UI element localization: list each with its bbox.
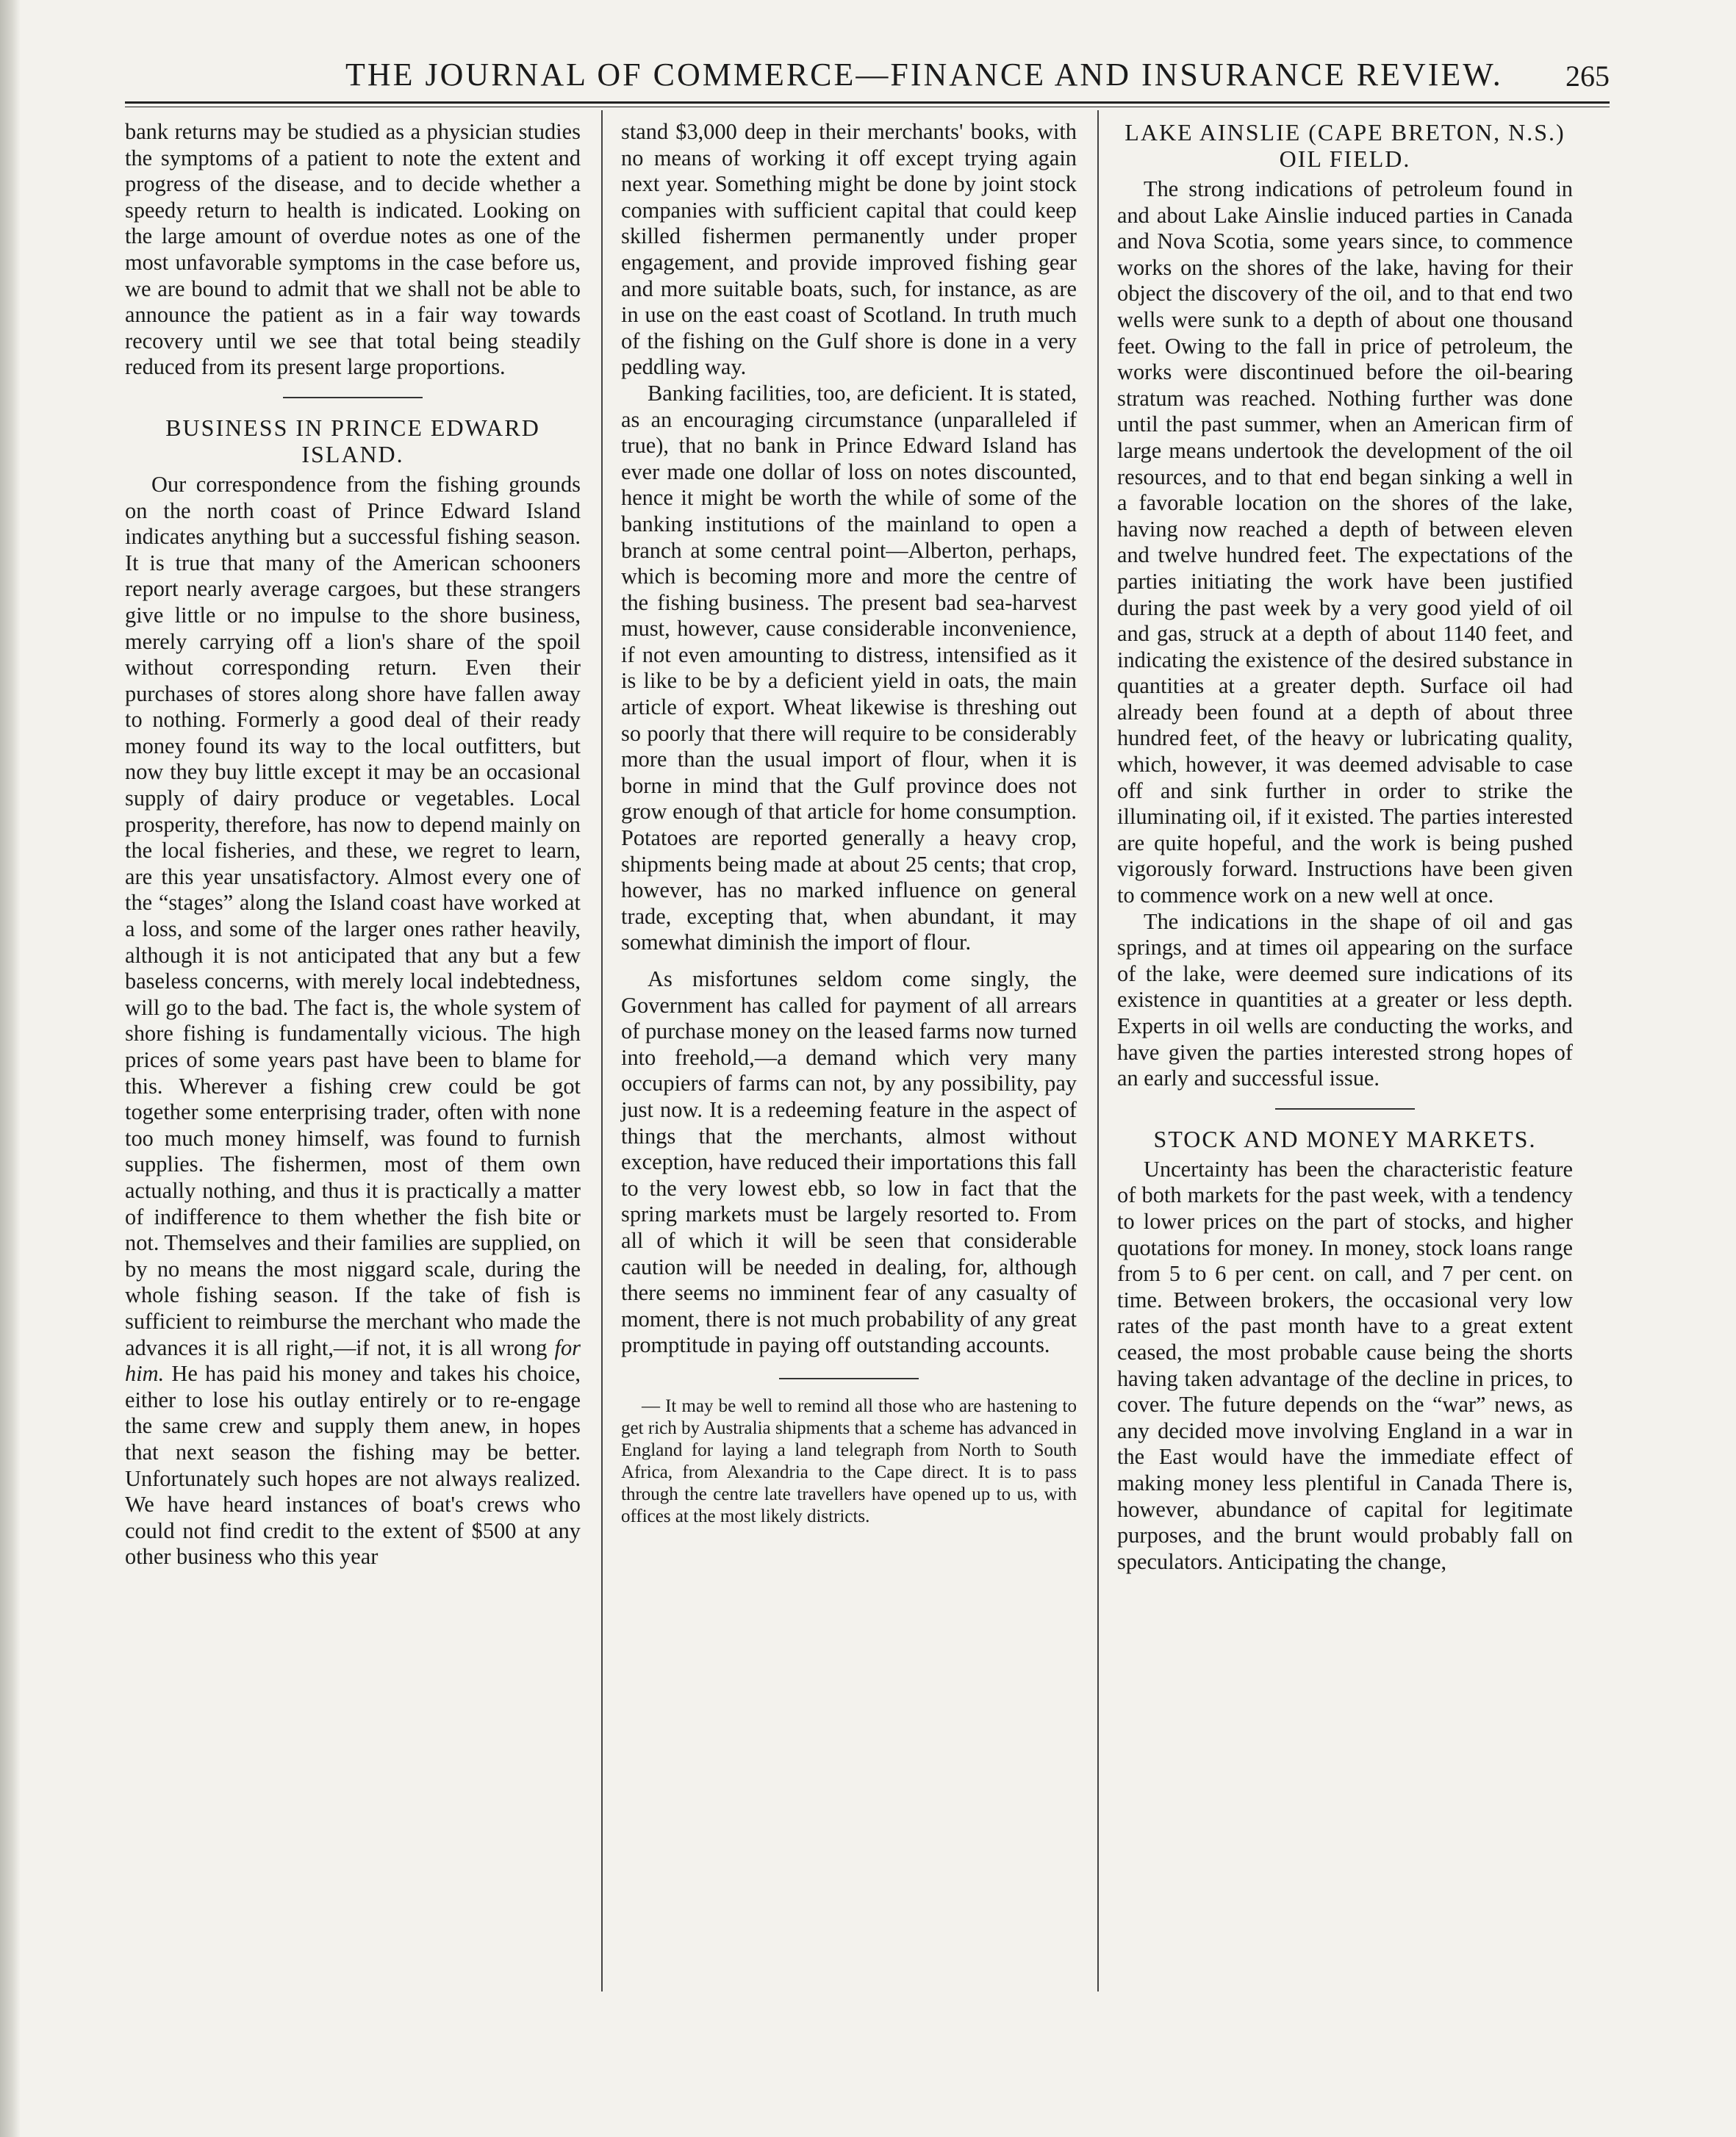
body-text: Our correspondence from the fishing grounds on the north coast of Prince Edward Island indicates anything but a successful fishing season. It is true that many of the American schooners report nearly average cargoes, but these strangers give little or no impulse to the shore business, merely carrying off a lion's share of the spoil without corresponding return. Even their purchases of stores along shore have fallen away to nothing. Formerly a good deal of their ready money found its way to the local outfitters, but now they buy little except it may be an occasional supply of dairy produce or vegetables. Local prosperity, therefore, has now to depend mainly on the local fisheries, and these, we regret to learn, are this year unsatisfactory. Almost every one of the “stages” along the Island coast have worked at a loss, and some of the larger ones rather heavily, although it is not anticipated that any but a few baseless concerns, with merely local indebtedness, will go to the bad. The fact is, the whole system of shore fishing is fundamentally vicious. The high prices of some years past have been to blame for this. Wherever a fishing crew could be got together some enterprising trader, often with none too much money himself, was found to furnish supplies. The fishermen, most of them own actually nothing, and thus it is practically a matter of indifference to them whether the fish bite or not. Themselves and their families are supplied, on by no means the most niggard scale, during the whole fishing season. If the take of fish is sufficient to reimburse the merchant who made the advances it is all right,—if not, it is all wrong — [125, 471, 581, 1360]
page-header — [125, 43, 1610, 109]
article-paragraph: Banking facilities, too, are deficient. It is stated, as an encouraging circumstance (unparalleled if true), that no bank in Prince Edward Island has ever made one dollar of loss on notes discounted, hence it might be worth the while of some of the banking institutions of the mainland to open a branch at some central point—Alberton, perhaps, which is becoming more and more the centre of the fishing business. The present bad sea-harvest must, however, cause considerable inconvenience, if not even amounting to distress, intensified as it is like to be by a deficient yield in oats, the main article of export. Wheat likewise is threshing out so poorly that there will require to be considerably more than the usual import of flour, when it is borne in mind that the Gulf province does not grow enough of that article for home consumption. Potatoes are reported generally a heavy crop, shipments being made at about 25 cents; that crop, however, has no marked influence on general trade, excepting that, when abundant, it may somewhat diminish the import of flour. — [621, 380, 1077, 955]
column-left — [125, 119, 581, 1570]
italic-emphasis: for him. — [125, 1335, 581, 1387]
article-paragraph: The indications in the shape of oil and gas springs, and at times oil appearing on the surface of the lake, were deemed sure indications of its existence in quantities at a greater or less depth. Experts in oil wells are conducting the works, and have given the parties interested strong hopes of an early and successful issue. — [1117, 908, 1573, 1091]
article-heading-pei: BUSINESS IN PRINCE EDWARD ISLAND. — [165, 414, 540, 467]
column-middle — [621, 119, 1077, 1528]
article-paragraph: The strong indications of petroleum found in and about Lake Ainslie induced parties in Canada and Nova Scotia, some years since, to commence works on the shores of the lake, having for their object the discovery of the oil, and to that end two wells were sunk to a depth of about one thousand feet. Owing to the fall in price of petroleum, the works were discontinued before the oil-bearing stratum was reached. Nothing further was done until the past summer, when an American firm of large means undertook the development of the oil resources, and to that end began sinking a well in a favorable location on the shores of the lake, having now reached a depth of between eleven and twelve hundred feet. The expectations of the parties initiating the work have been justified during the past week by a very good yield of oil and gas, struck at a depth of about 1140 feet, and indicating the existence of the desired substance in quantities at a greater depth. Surface oil had already been found at a depth of about three hundred feet, of the heavy or lubricating quality, which, however, it was deemed advisable to case off and sink further in order to strike the illuminating oil, if it existed. The parties interested are quite hopeful, and the work is being pushed vigorously forward. Instructions have been given to commence work on a new well at once. — [1117, 176, 1573, 908]
article-continuation: bank returns may be studied as a physician studies the symptoms of a patient to note the extent and progress of the disease, and to decide whether a speedy return to health is indicated. Looking on the large amount of overdue notes as one of the most unfavorable symptoms in the case before us, we are bound to admit that we shall not be able to announce the patient as in a fair way towards recovery until we see that total being steadily reduced from its present large proportions. — [125, 119, 581, 380]
footnote-text: — It may be well to remind all those who are hastening to get rich by Australia shipments that a scheme has advanced in England for laying a land telegraph from North to South Africa, from Alexandria to the Cape direct. It is to pass through the centre late travellers have opened up to us, with offices at the most likely districts. — [621, 1396, 1077, 1526]
section-rule — [779, 1378, 919, 1379]
article-paragraph: Uncertainty has been the characteristic feature of both markets for the past week, with a tendency to lower prices on the part of stocks, and higher quotations for money. In money, stock loans range from 5 to 6 per cent. on call, and 7 per cent. on time. Between brokers, the occasional very low rates of the past month have to a great extent ceased, the most probable cause being the shorts having taken advantage of the decline in prices, to cover. The future depends on the “war” news, as any decided move involving England in a war in the East would have the immediate effect of making money less plentiful in Canada There is, however, abundance of capital for legitimate purposes, and the brunt would probably fall on speculators. Anticipating the change, — [1117, 1156, 1573, 1574]
page-number: 265 — [1565, 60, 1610, 93]
column-divider — [601, 110, 603, 1991]
article-body — [125, 472, 581, 1570]
page-edge-shadow — [0, 0, 21, 2137]
footnote — [621, 1396, 1077, 1528]
column-divider — [1097, 110, 1099, 1991]
article-continuation: stand $3,000 deep in their merchants' books, with no means of working it off except trying again next year. Something might be done by joint stock companies with sufficient capital that could keep skilled fishermen permanently under proper engagement, and provide improved fishing gear and more suitable boats, such, for instance, as are in use on the east coast of Scotland. In truth much of the fishing on the Gulf shore is done in a very peddling way. — [621, 119, 1077, 380]
article-heading-stock-markets: STOCK AND MONEY MARKETS. — [1153, 1125, 1537, 1152]
header-rule — [125, 101, 1610, 107]
body-text: He has paid his money and takes his choice, either to lose his outlay entirely or to re-engage the same crew and supply them anew, in hopes that next season the fishing may be better. Unfortunately such hopes are not always realized. We have heard instances of boat's crews who could not find credit to the extent of $500 at any other business who this year — [125, 1361, 581, 1570]
section-rule — [1275, 1108, 1415, 1110]
section-rule — [283, 397, 423, 398]
article-paragraph: As misfortunes seldom come singly, the Government has called for payment of all arrears of purchase money on the leased farms now turned into freehold,—a demand which very many occupiers of farms can not, by any possibility, pay just now. It is a redeeming feature in the aspect of things that the merchants, almost without exception, have reduced their importations this fall to the very lowest ebb, so low in fact that the spring markets must be largely resorted to. From all of which it will be seen that considerable caution will be needed in dealing, for, although there seems no imminent fear of any casualty of moment, there is not much probability of any great promptitude in paying off outstanding accounts. — [621, 966, 1077, 1358]
column-right — [1117, 119, 1573, 1575]
article-heading-lake-ainslie: LAKE AINSLIE (CAPE BRETON, N.S.) OIL FIELD. — [1125, 119, 1565, 172]
running-title: THE JOURNAL OF COMMERCE—FINANCE AND INSURANCE REVIEW. — [345, 57, 1503, 93]
